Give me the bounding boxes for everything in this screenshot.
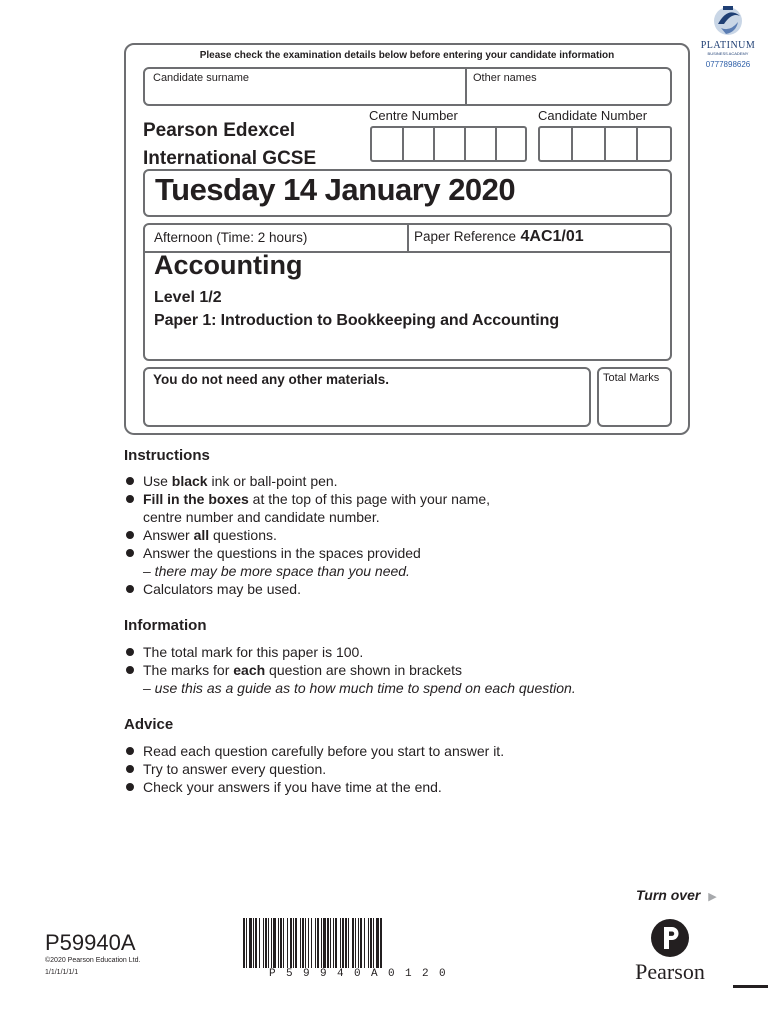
watermark-brand: PLATINUM: [700, 40, 756, 51]
publisher-name: Pearson: [635, 959, 705, 984]
total-marks-label: Total Marks: [603, 372, 660, 384]
list-item: Calculators may be used.: [124, 580, 644, 598]
barcode-bars: [243, 918, 498, 968]
candidate-number-label: Candidate Number: [538, 108, 648, 123]
list-item: Answer all questions.: [124, 526, 644, 544]
information-list: [124, 643, 684, 697]
session-time: Afternoon (Time: 2 hours): [154, 230, 308, 245]
check-note: Please check the examination details below before entering your candidate information: [199, 50, 615, 61]
copyright: ©2020 Pearson Education Ltd.: [45, 957, 141, 964]
instructions-list: [124, 472, 644, 598]
print-code: 1/1/1/1/1/1: [45, 969, 79, 976]
watermark-sub: BUSINESS ACADEMY: [707, 51, 749, 56]
watermark-phone: 0777898626: [705, 60, 751, 69]
candidate-surname-label: Candidate surname: [153, 72, 250, 84]
candidate-surname-field[interactable]: [146, 86, 461, 104]
board-line-2: International GCSE: [143, 148, 317, 169]
centre-number-label: Centre Number: [369, 108, 458, 123]
list-item: Read each question carefully before you start to answer it.: [124, 742, 644, 760]
list-item: The marks for each question are shown in brackets – use this as a guide as to how much time to spend on each question.: [124, 661, 684, 697]
pearson-logo: [620, 918, 720, 985]
exam-board: [143, 117, 316, 173]
paper-reference-label: Paper Reference: [414, 229, 517, 244]
list-item: Use black ink or ball-point pen.: [124, 472, 644, 490]
corner-rule: [733, 985, 768, 988]
turn-over-label: Turn over: [636, 887, 701, 903]
triangle-right-icon: ▶: [708, 891, 717, 903]
list-item: The total mark for this paper is 100.: [124, 643, 684, 661]
candidate-number-boxes[interactable]: [538, 126, 672, 162]
information-title: Information: [124, 617, 207, 634]
reference-divider: [407, 225, 409, 251]
paper-code: P59940A: [45, 930, 136, 955]
list-item: Fill in the boxes at the top of this page with your name, centre number and candidate number.: [124, 490, 644, 526]
paper-reference-code: 4AC1/01: [520, 228, 584, 245]
centre-number-boxes[interactable]: [370, 126, 527, 162]
list-item: Try to answer every question.: [124, 760, 644, 778]
name-divider: [465, 69, 467, 104]
list-item: Answer the questions in the spaces provided – there may be more space than you need.: [124, 544, 644, 580]
barcode-text: P59940A0120: [269, 968, 457, 980]
barcode: [243, 918, 498, 982]
other-names-field[interactable]: [468, 86, 668, 104]
subject-title: Accounting: [154, 250, 303, 280]
level: Level 1/2: [154, 289, 222, 306]
list-item: Check your answers if you have time at the end.: [124, 778, 644, 796]
pearson-p-icon: [650, 918, 690, 958]
exam-date: Tuesday 14 January 2020: [155, 172, 516, 207]
academy-crest-icon: [710, 2, 746, 40]
watermark-logo: [690, 2, 766, 84]
board-line-1: Pearson Edexcel: [143, 120, 296, 141]
other-names-label: Other names: [473, 72, 537, 84]
paper-title: Paper 1: Introduction to Bookkeeping and Accounting: [154, 312, 559, 329]
advice-title: Advice: [124, 716, 174, 733]
paper-reference: [414, 228, 584, 246]
advice-list: [124, 742, 644, 796]
instructions-title: Instructions: [124, 447, 210, 464]
materials-note: You do not need any other materials.: [153, 372, 390, 387]
turn-over: [636, 887, 717, 903]
